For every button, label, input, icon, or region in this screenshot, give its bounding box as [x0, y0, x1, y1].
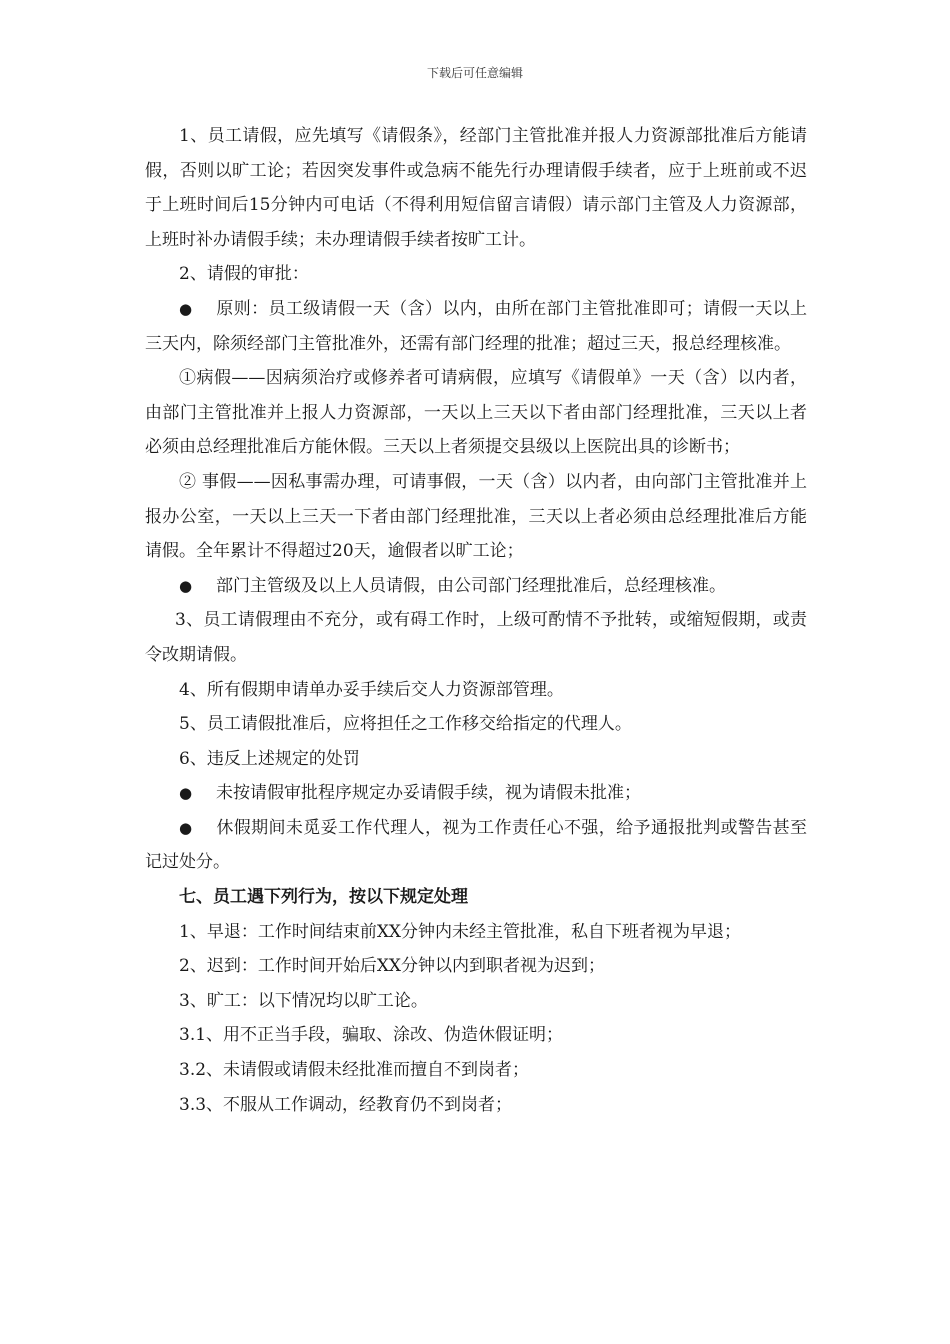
paragraph-3-2: 3.2、未请假或请假未经批准而擅自不到岗者； — [179, 1060, 530, 1081]
paragraph-3-3: 3.3、不服从工作调动，经教育仍不到岗者； — [179, 1094, 513, 1115]
bullet-unapproved — [145, 776, 807, 811]
bullet-icon: ● — [179, 784, 193, 803]
bullet-principle-text: 原则：员工级请假一天（含）以内，由所在部门主管批准即可；请假一天以上三天内，除须经部门主管批准外，还需有部门经理的批准；超过三天，报总经理核准。 — [145, 298, 807, 354]
bullet-unapproved-text: 未按请假审批程序规定办妥请假手续，视为请假未批准； — [216, 783, 641, 804]
section-heading-seven: 七、员工遇下列行为，按以下规定处理 — [179, 887, 468, 908]
bullet-icon: ● — [179, 818, 193, 837]
paragraph-personal-leave: ② 事假——因私事需办理，可请事假，一天（含）以内者，由向部门主管批准并上报办公室，一天以上三天一下者由部门经理批准，三天以上者必须由总经理批准后方能请假。全年累计不得超过20天，逾假者以旷工论； — [145, 471, 807, 562]
paragraph-3-1: 3.1、用不正当手段，骗取、涂改、伪造休假证明； — [179, 1025, 564, 1046]
paragraph-leave-application: 1、员工请假，应先填写《请假条》，经部门主管批准并报人力资源部批准后方能请假，否则以旷工论；若因突发事件或急病不能先行办理请假手续者，应于上班前或不迟于上班时间后15分钟内可电话（不得利用短信留言请假）请示部门主管及人力资源部，上班时补办请假手续；未办理请假手续者按旷工计。 — [145, 126, 807, 250]
paragraph-application-forms: 4、所有假期申请单办妥手续后交人力资源部管理。 — [179, 679, 564, 700]
page-header-note: 下载后可任意编辑 — [426, 66, 523, 80]
paragraph-sick-leave: ①病假——因病须治疗或修养者可请病假，应填写《请假单》一天（含）以内者，由部门主管批准并上报人力资源部，一天以上三天以下者由部门经理批准，三天以上者必须由总经理批准后方能休假。三天以上者须提交县级以上医院出具的诊断书； — [145, 368, 807, 458]
bullet-no-deputy-text: 休假期间未觅妥工作代理人，视为工作责任心不强，给予通报批判或警告甚至记过处分。 — [145, 817, 807, 873]
paragraph-late: 2、迟到：工作时间开始后XX分钟以内到职者视为迟到； — [179, 956, 606, 977]
bullet-principle — [145, 292, 807, 361]
paragraph-handover: 5、员工请假批准后，应将担任之工作移交给指定的代理人。 — [179, 714, 632, 735]
paragraph-early-leave: 1、早退：工作时间结束前XX分钟内未经主管批准，私自下班者视为早退； — [179, 921, 742, 942]
paragraph-absenteeism: 3、旷工：以下情况均以旷工论。 — [179, 990, 428, 1011]
bullet-icon: ● — [179, 576, 193, 595]
bullet-manager-leave — [145, 569, 807, 604]
bullet-no-deputy — [145, 811, 807, 880]
bullet-manager-leave-text: 部门主管级及以上人员请假，由公司部门经理批准后，总经理核准。 — [216, 575, 726, 596]
paragraph-insufficient-reason: 3、员工请假理由不充分，或有碍工作时，上级可酌情不予批转，或缩短假期，或责令改期请假。 — [145, 610, 807, 665]
paragraph-penalty-heading: 6、违反上述规定的处罚 — [179, 748, 360, 769]
document-body — [145, 119, 807, 1122]
paragraph-approval-heading: 2、请假的审批： — [179, 264, 309, 285]
bullet-icon: ● — [179, 299, 193, 318]
